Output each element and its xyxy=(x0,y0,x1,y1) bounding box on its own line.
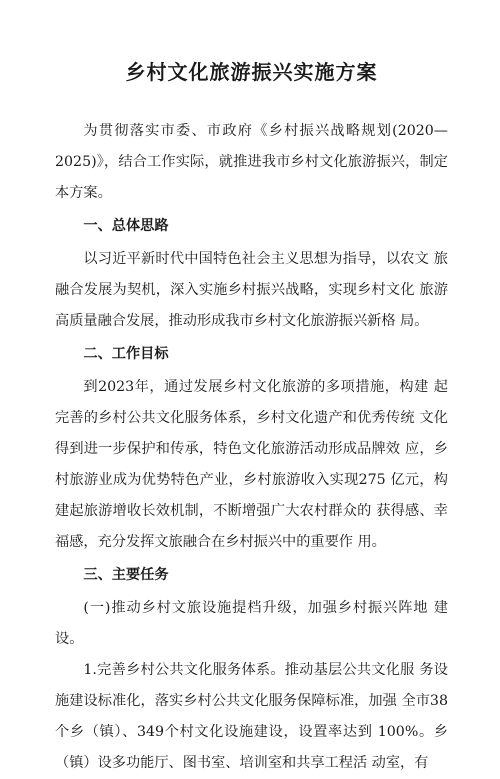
main-tasks-item-1: 1.完善乡村公共文化服务体系。推动基层公共文化服 务设施建设标准化，落实乡村公共文化服务保障标准，加强 全市38个乡（镇）、349个村文化设施建设，设置率达到 100%。乡（镇）设多功能厅、图书室、培训室和共享工程活 动室，有 xyxy=(55,662,448,771)
overall-approach-paragraph: 以习近平新时代中国特色社会主义思想为指导，以农文 旅融合发展为契机，深入实施乡村振兴战略，实现乡村文化 旅游高质量融合发展，推动形成我市乡村文化旅游振兴新格 局。 xyxy=(55,251,448,329)
section-heading-main-tasks: 三、主要任务 xyxy=(83,567,169,583)
intro-paragraph: 为贯彻落实市委、市政府《乡村振兴战略规划(2020—2025)》，结合工作实际，就推进我市乡村文化旅游振兴，制定本方案。 xyxy=(55,123,448,201)
section-heading-overall-approach: 一、总体思路 xyxy=(83,218,169,234)
main-tasks-subheading: (一)推动乡村文旅设施提档升级，加强乡村振兴阵地 建设。 xyxy=(55,600,448,647)
document-title: 乡村文化旅游振兴实施方案 xyxy=(125,60,378,84)
section-heading-work-goals: 二、工作目标 xyxy=(83,346,169,362)
work-goals-paragraph: 到2023年，通过发展乡村文化旅游的多项措施，构建 起完善的乡村公共文化服务体系，乡村文化遗产和优秀传统 文化得到进一步保护和传承，特色文化旅游活动形成品牌效 应，乡村旅游业成为优势特色产业，乡村旅游收入实现275 亿元，构建起旅游增收长效机制，不断增强广大农村群众的 获得感、幸福感，充分发挥文旅融合在乡村振兴中的重要作 用。 xyxy=(55,379,448,550)
